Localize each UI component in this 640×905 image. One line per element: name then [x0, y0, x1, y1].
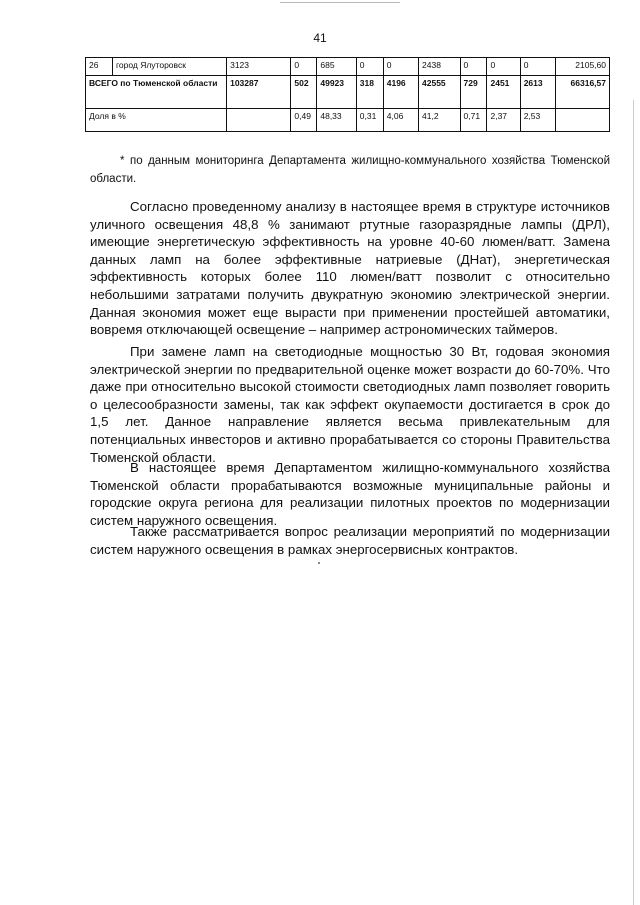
table-cell: 2613	[520, 76, 555, 109]
table-cell: 685	[317, 58, 356, 76]
table-cell: 2438	[419, 58, 461, 76]
table-cell	[227, 109, 291, 132]
table-cell: 502	[291, 76, 317, 109]
table-cell: 0,71	[460, 109, 487, 132]
table-row-share	[86, 109, 610, 132]
paragraph: В настоящее время Департаментом жилищно-коммунального хозяйства Тюменской области прорабатываются возможные муниципальные районы и городские округа региона для реализации пилотных проектов по модернизации систем наружного освещения.	[90, 460, 610, 528]
table-cell: 2105,60	[555, 58, 609, 76]
scan-speck	[318, 562, 320, 564]
table-cell: 0	[356, 58, 383, 76]
table-cell	[555, 109, 609, 132]
table-cell: 0,49	[291, 109, 317, 132]
table-cell: 318	[356, 76, 383, 109]
table-cell: 0,31	[356, 109, 383, 132]
table-cell: 103287	[227, 76, 291, 109]
table-cell: 4196	[383, 76, 418, 109]
table-cell: 41,2	[419, 109, 461, 132]
table-cell: город Ялуторовск	[112, 58, 226, 76]
scan-edge-line	[633, 100, 634, 905]
paragraph: При замене ламп на светодиодные мощностью 30 Вт, годовая экономия электрической энергии по предварительной оценке может возрасти до 60-70%. Что даже при относительно высокой стоимости светодиодных ламп позволяет говорить о целесообразности замены, так как эффект окупаемости достигается в срок до 1,5 лет. Данное направление является весьма привлекательным для потенциальных инвесторов и активно прорабатывается со стороны Правительства Тюменской области.	[90, 344, 610, 465]
table-cell: 3123	[227, 58, 291, 76]
paragraph: Также рассматривается вопрос реализации мероприятий по модернизации систем наружного освещения в рамках энергосервисных контрактов.	[90, 524, 610, 557]
table-cell: 2451	[487, 76, 520, 109]
table-cell: 4,06	[383, 109, 418, 132]
table-cell: 0	[291, 58, 317, 76]
table-cell: 49923	[317, 76, 356, 109]
table-cell: Доля в %	[86, 109, 227, 132]
page-number: 41	[313, 31, 327, 45]
table-cell: 48,33	[317, 109, 356, 132]
table-cell: 42555	[419, 76, 461, 109]
table-cell: 0	[520, 58, 555, 76]
table-row-total	[86, 76, 610, 109]
table-cell: 0	[460, 58, 487, 76]
table-row	[86, 58, 610, 76]
table-cell: 729	[460, 76, 487, 109]
table-cell: 2,53	[520, 109, 555, 132]
table-cell: ВСЕГО по Тюменской области	[86, 76, 227, 109]
footnote: * по данным мониторинга Департамента жилищно-коммунального хозяйства Тюменской области.	[90, 155, 610, 185]
table-cell: 2,37	[487, 109, 520, 132]
table-cell: 26	[86, 58, 113, 76]
table-cell: 0	[383, 58, 418, 76]
paragraph: Согласно проведенному анализу в настоящее время в структуре источников уличного освещения 48,8 % занимают ртутные газоразрядные лампы (ДРЛ), имеющие энергетическую эффективность на уровне 40-60 люмен/ватт. Замена данных ламп на более эффективные натриевые (ДНат), энергетическая эффективность которых более 110 люмен/ватт позволит с относительно небольшими затратами получить двукратную экономию электрической энергии. Данная экономия может еще вырасти при применении простейшей автоматики, вовремя отключающей освещение – например астрономических таймеров.	[90, 199, 610, 338]
table-cell: 0	[487, 58, 520, 76]
scan-mark	[280, 2, 400, 3]
lighting-stats-table	[85, 57, 610, 132]
table-cell: 66316,57	[555, 76, 609, 109]
